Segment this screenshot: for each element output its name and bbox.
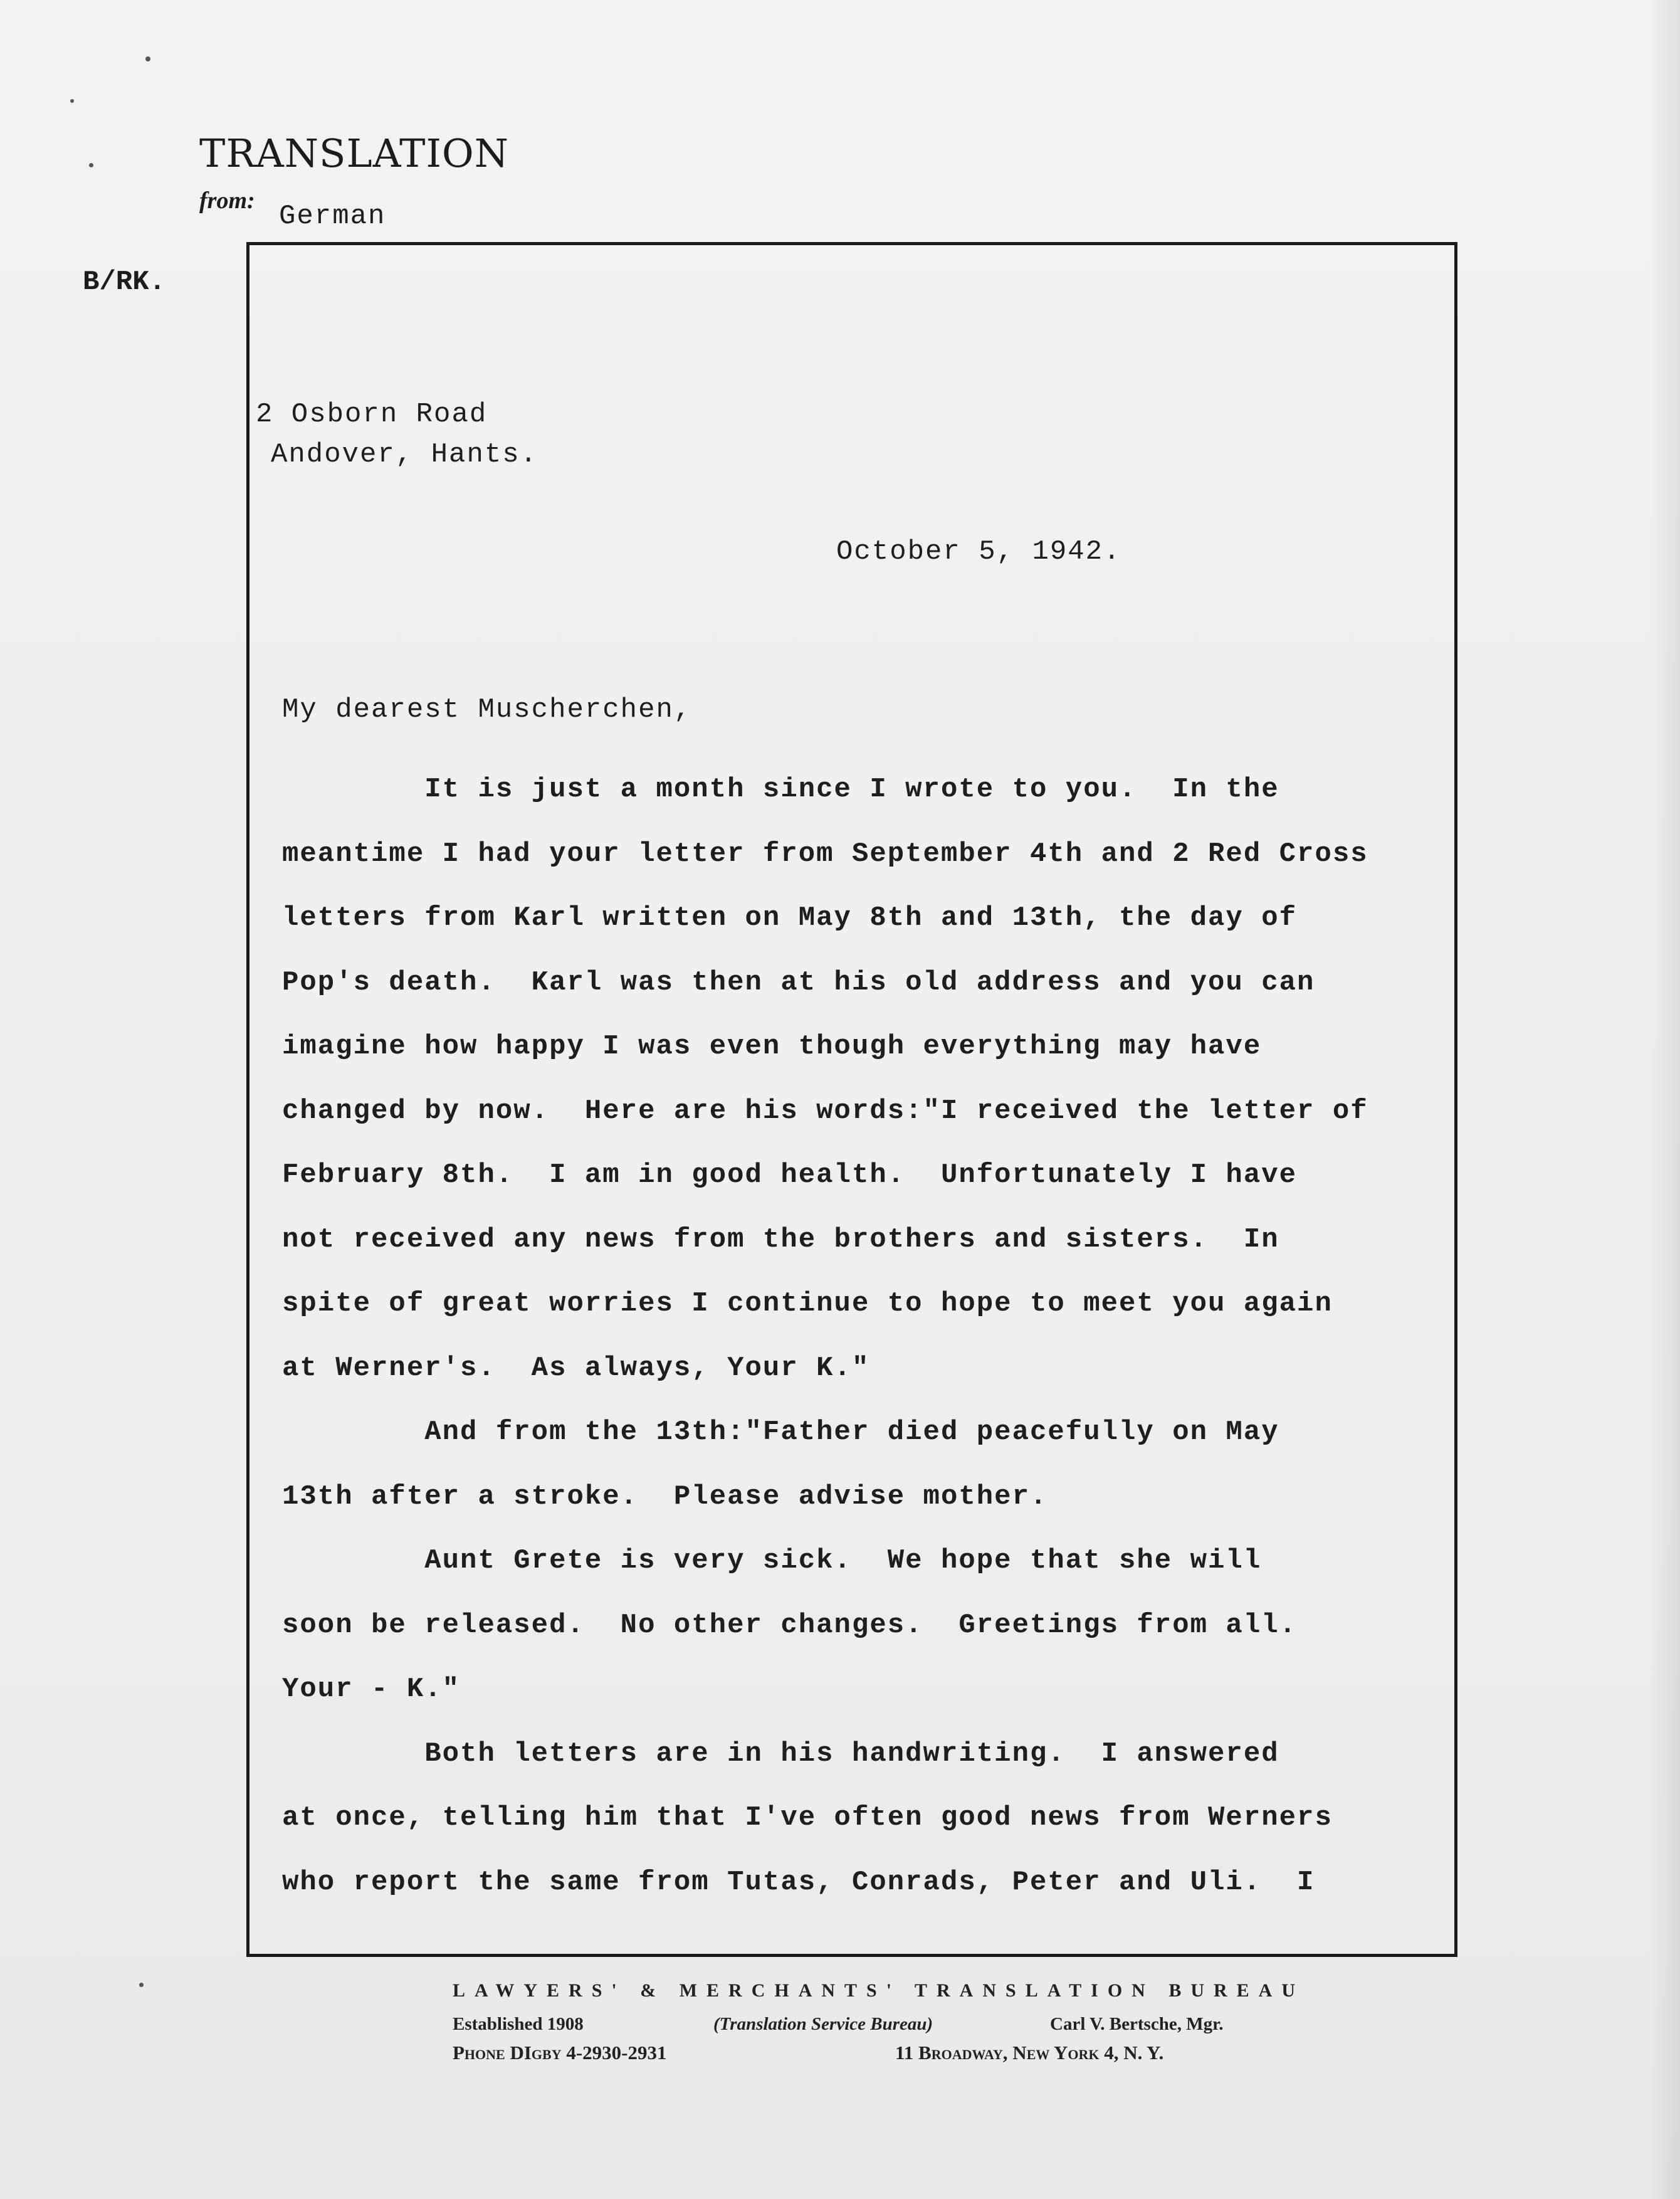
body-line: at once, telling him that I've often good news from Werners [282, 1802, 1333, 1833]
body-line: at Werner's. As always, Your K." [282, 1352, 870, 1384]
address-line-2: Andover, Hants. [271, 439, 538, 470]
body-line: Both letters are in his handwriting. I answered [282, 1738, 1279, 1769]
body-line: who report the same from Tutas, Conrads, Peter and Uli. I [282, 1866, 1315, 1898]
letter-body [282, 757, 1454, 1914]
manager-name: Carl V. Bertsche, Mgr. [1050, 2014, 1224, 2034]
body-line: 13th after a stroke. Please advise mother. [282, 1480, 1048, 1512]
established-year: Established 1908 [453, 2014, 584, 2034]
body-line: spite of great worries I continue to hope to meet you again [282, 1288, 1333, 1319]
body-line: Your - K." [282, 1674, 461, 1705]
body-line: changed by now. Here are his words:"I received the letter of [282, 1095, 1368, 1127]
phone-number: Phone DIgby 4-2930-2931 [453, 2042, 667, 2064]
translation-heading: TRANSLATION [199, 130, 510, 176]
paper-speck [139, 1983, 144, 1987]
body-line: And from the 13th:"Father died peacefully on May [282, 1416, 1279, 1448]
body-line: soon be released. No other changes. Greetings from all. [282, 1609, 1298, 1641]
body-line: Pop's death. Karl was then at his old address and you can [282, 966, 1315, 998]
source-language: German [279, 201, 386, 232]
reference-code: B/RK. [83, 266, 166, 298]
salutation: My dearest Muscherchen, [282, 694, 692, 725]
bureau-address: 11 Broadway, New York 4, N. Y. [895, 2042, 1164, 2064]
body-line: February 8th. I am in good health. Unfortunately I have [282, 1159, 1298, 1191]
body-line: not received any news from the brothers and sisters. In [282, 1223, 1279, 1255]
address-line-1: 2 Osborn Road [256, 399, 488, 430]
page-edge-shadow [1649, 0, 1680, 2199]
letter-date: October 5, 1942. [836, 536, 1121, 567]
body-line: meantime I had your letter from September 4th and 2 Red Cross [282, 838, 1368, 870]
bureau-name: LAWYERS' & MERCHANTS' TRANSLATION BUREAU [453, 1980, 1305, 2001]
paper-speck [70, 99, 74, 103]
body-line: letters from Karl written on May 8th and 13th, the day of [282, 902, 1298, 934]
service-name: (Translation Service Bureau) [713, 2014, 933, 2034]
body-line: imagine how happy I was even though everything may have [282, 1031, 1262, 1062]
paper-speck [145, 56, 150, 61]
body-line: It is just a month since I wrote to you. In the [282, 774, 1279, 805]
paper-speck [89, 163, 93, 167]
from-label: from: [199, 187, 255, 214]
body-line: Aunt Grete is very sick. We hope that she will [282, 1545, 1262, 1576]
